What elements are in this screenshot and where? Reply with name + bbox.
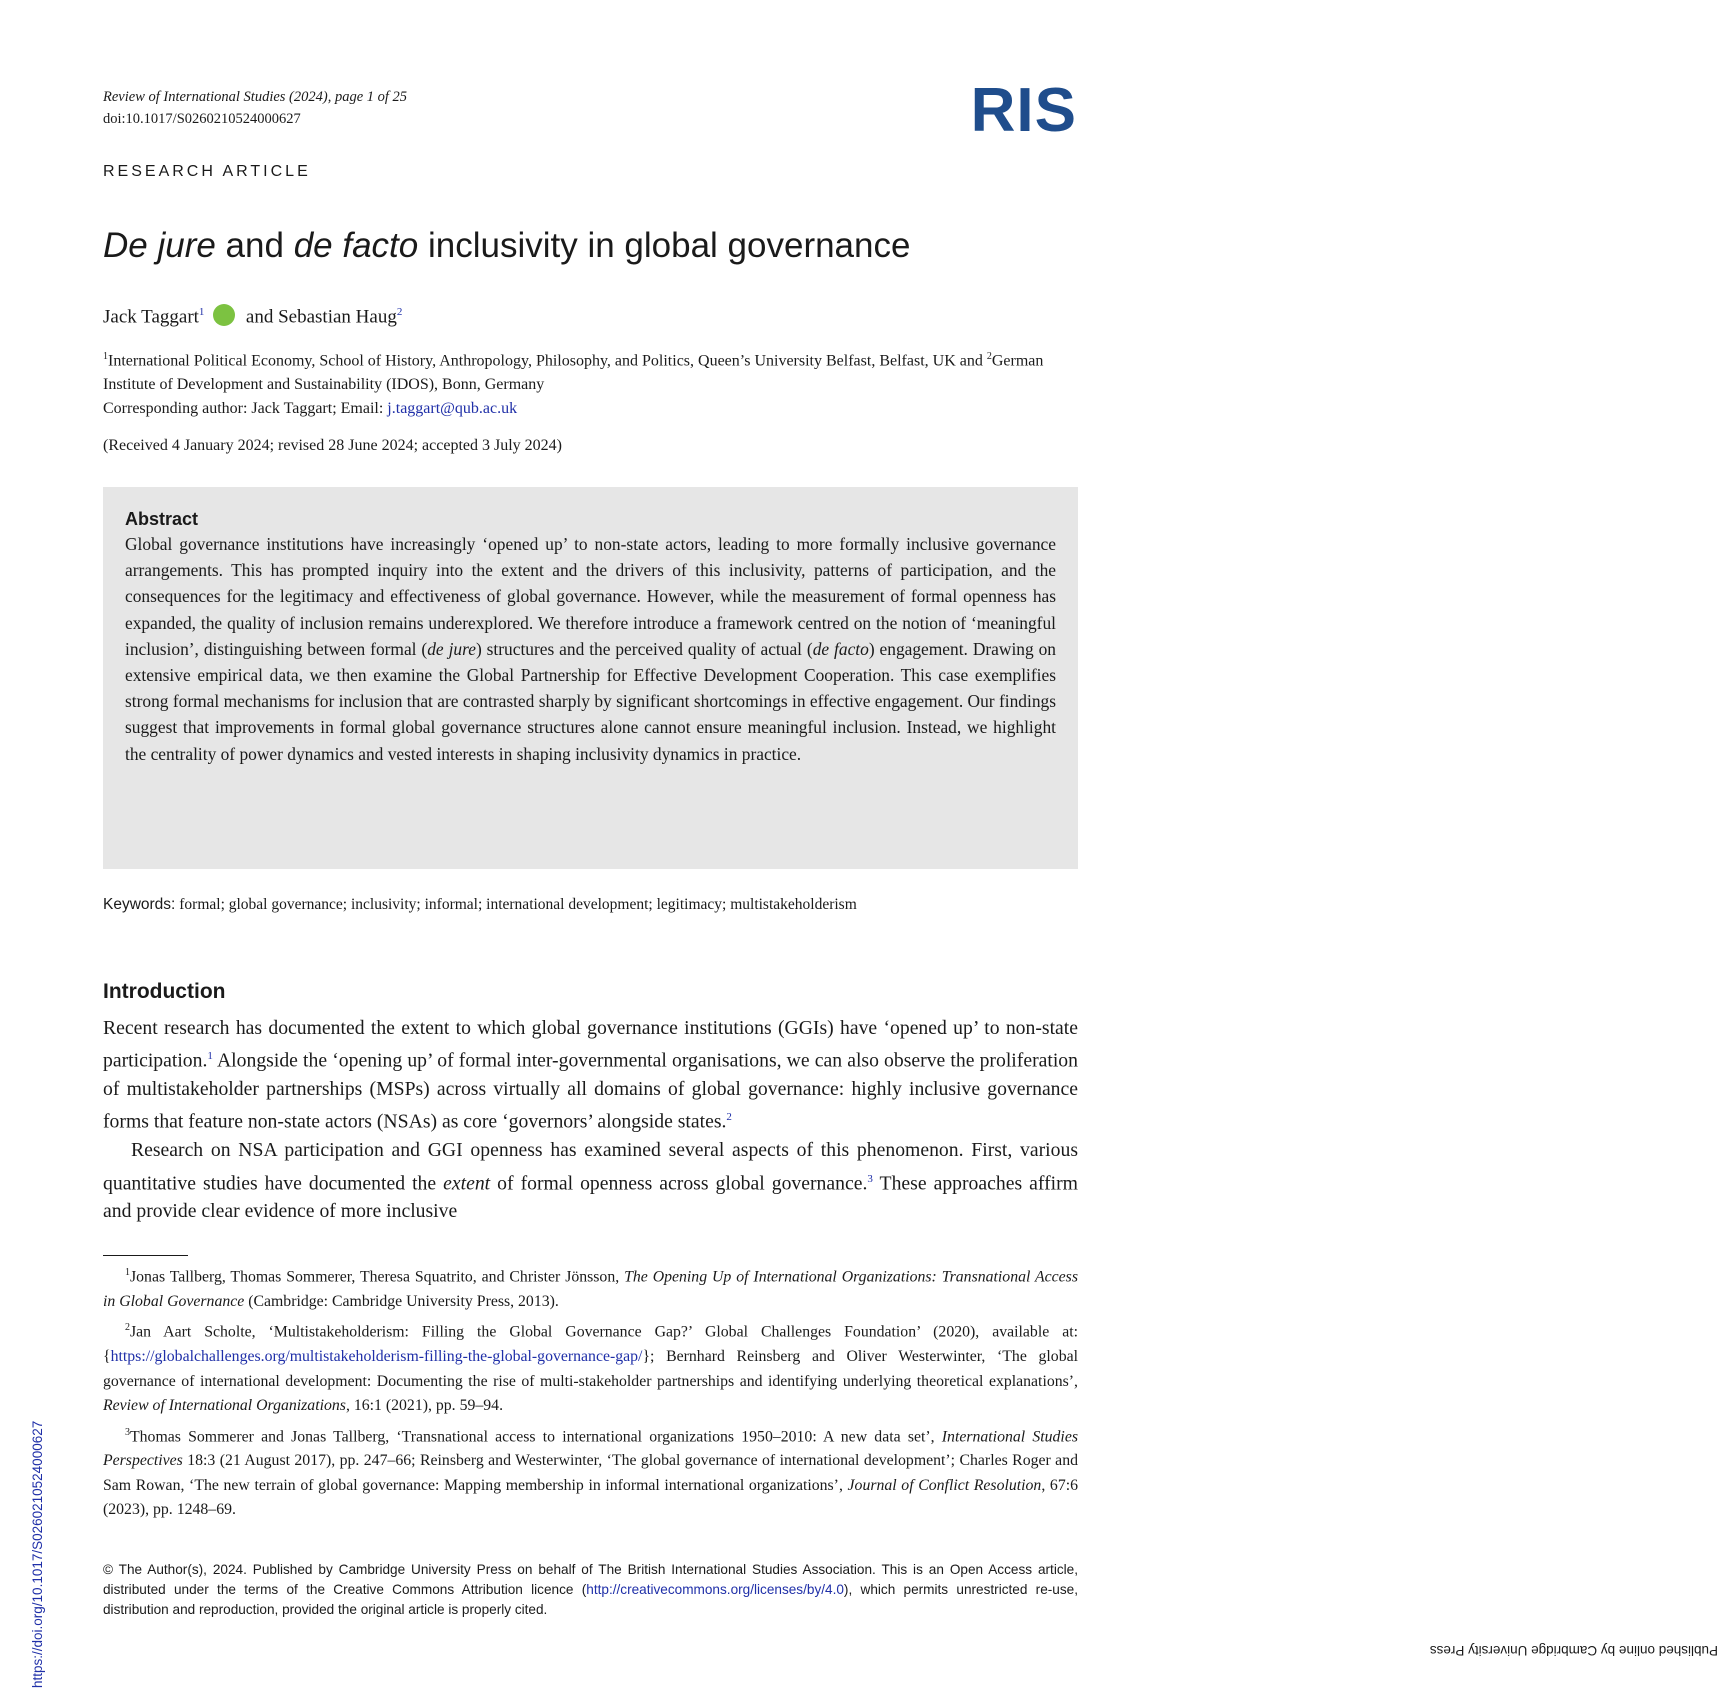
- abstract-italic: de facto: [812, 638, 869, 659]
- text-span: , 67:6 (2023), pp. 1248–69.: [103, 1476, 1079, 1519]
- text-span: 18:3 (21 August 2017), pp. 247–66; Reinsberg and Westerwinter, ‘The global governance of international development’; Charles Roger and Sam Rowan, ‘The new terrain of global governance: Mapping membership in informal international organizations’,: [103, 1452, 1078, 1494]
- italic-span: The Opening Up of International Organizations: Transnational Access in Global Governance: [103, 1268, 1078, 1310]
- text-span: Published online by Cambridge University Press: [1429, 1643, 1718, 1658]
- italic-span: Review of International Organizations: [103, 1397, 346, 1415]
- text-span: }; Bernhard Reinsberg and Oliver Westerwinter, ‘The global governance of international development: Documenting the rise of multi-stakeholder partnerships and identifying underlying theoretical explanations’,: [103, 1348, 1078, 1390]
- affil-sup: 1: [103, 351, 108, 362]
- introduction-body: [103, 1014, 1078, 1226]
- footnote-ref[interactable]: 1: [207, 1050, 213, 1063]
- italic-span: International Studies Perspectives: [103, 1427, 1078, 1470]
- text-span: ), which permits unrestricted re-use, distribution and reproduction, provided the original article is properly cited.: [103, 1582, 1078, 1617]
- footnote-divider: [103, 1255, 188, 1256]
- italic-span: Journal of Conflict Resolution: [847, 1476, 1042, 1494]
- journal-logo: RIS: [970, 76, 1077, 145]
- abstract-text: [125, 531, 1056, 767]
- text-span: Research on NSA participation and GGI openness has examined several aspects of this phenomenon. First, various quantitative studies have documented the: [103, 1139, 1078, 1195]
- text-span: Thomas Sommerer and Jonas Tallberg, ‘Transnational access to international organizations 1950–2010: A new data set’,: [130, 1427, 942, 1445]
- received-dates: (Received 4 January 2024; revised 28 June 2024; accepted 3 July 2024): [103, 437, 562, 454]
- email-link[interactable]: j.taggart@qub.ac.uk: [387, 400, 518, 418]
- footnote: [103, 1421, 1078, 1523]
- abstract-span: ) structures and the perceived quality of actual (: [475, 638, 813, 659]
- text-span: Jan Aart Scholte, ‘Multistakeholderism: Filling the Global Governance Gap?’ Global Challenges Foundation’ (2020), available at: {: [103, 1323, 1078, 1366]
- author-affil-sup[interactable]: 2: [396, 306, 403, 318]
- keywords-list: formal; global governance; inclusivity; informal; international development; legitimacy; multistakeholderism: [175, 896, 857, 913]
- italic-span: extent: [443, 1172, 491, 1195]
- journal-citation: Review of International Studies (2024), page 1 of 25: [103, 89, 408, 105]
- section-heading: Introduction: [103, 980, 226, 1003]
- abstract-span: Global governance institutions have increasingly ‘opened up’ to non-state actors, leading to more formally inclusive governance arrangements. This has prompted inquiry into the extent and the drivers of this inclusivity, patterns of participation, and the consequences for the legitimacy and effectiveness of global governance. However, while the measurement of formal openness has expanded, the quality of inclusion remains underexplored. We therefore introduce a framework centred on the notion of ‘meaningful inclusion’, distinguishing between formal (: [125, 534, 1056, 659]
- footnote-link[interactable]: https://globalchallenges.org/multistakeholderism-filling-the-global-governance-gap/: [110, 1348, 643, 1366]
- author-affil-sup[interactable]: 1: [198, 306, 205, 318]
- affil-sup: 2: [986, 351, 992, 362]
- header-doi: doi:10.1017/S0260210524000627: [103, 111, 301, 127]
- abstract-heading: Abstract: [125, 509, 199, 529]
- keywords-label: Keywords:: [103, 896, 176, 913]
- title-italic-1: De jure: [103, 226, 216, 265]
- text-span: of formal openness across global governance.: [490, 1172, 868, 1195]
- article-title: [103, 225, 1103, 267]
- paragraph: [103, 1014, 1078, 1136]
- footnote: [103, 1261, 1078, 1314]
- title-text-4: inclusivity in global governance: [418, 226, 911, 265]
- footnote-ref[interactable]: 2: [726, 1111, 732, 1124]
- footnote-num: 1: [125, 1267, 130, 1278]
- text-span: These approaches affirm and provide clear evidence of more inclusive: [103, 1172, 1078, 1223]
- footnote-num: 2: [125, 1322, 130, 1334]
- abstract-box: [103, 487, 1078, 869]
- abstract-italic: de jure: [427, 638, 476, 659]
- text-span: (Cambridge: Cambridge University Press, 2013).: [244, 1292, 559, 1310]
- affil-text: International Political Economy, School of History, Anthropology, Philosophy, and Politics, Queen’s University Belfast, Belfast, UK and: [108, 352, 987, 370]
- article-type: RESEARCH ARTICLE: [103, 163, 311, 180]
- footnote-num: 3: [125, 1426, 130, 1438]
- orcid-icon[interactable]: [213, 304, 235, 326]
- text-span: Recent research has documented the extent to which global governance institutions (GGIs) have ‘opened up’ to non-state participation.: [103, 1017, 1078, 1072]
- keywords: [103, 896, 857, 914]
- title-text-2: and: [215, 226, 294, 265]
- affil-text: German Institute of Development and Sustainability (IDOS), Bonn, Germany: [103, 352, 1044, 394]
- footnotes: [103, 1261, 1078, 1525]
- license-link[interactable]: http://creativecommons.org/licenses/by/4.0: [586, 1582, 844, 1597]
- footnote: [103, 1316, 1078, 1418]
- license-notice: [103, 1560, 1078, 1620]
- title-italic-3: de facto: [293, 226, 419, 265]
- author-list: [103, 299, 402, 330]
- text-span: Alongside the ‘opening up’ of formal inter-governmental organisations, we can also observe the proliferation of multistakeholder partnerships (MSPs) across virtually all domains of global governance: highly inclusive governance forms that feature non-state actors (NSAs) as core ‘governors’ alongside states.: [103, 1049, 1078, 1134]
- doi-link[interactable]: https://doi.org/10.1017/S0260210524000627: [30, 1420, 45, 1688]
- corresponding-label: Corresponding author: Jack Taggart; Email:: [103, 400, 388, 418]
- author-connector[interactable]: and Sebastian Haug: [245, 306, 397, 328]
- text-span: © The Author(s), 2024. Published by Cambridge University Press on behalf of The British International Studies Association. This is an Open Access article, distributed under the terms of the Creative Commons Attribution licence (: [103, 1562, 1078, 1597]
- abstract-span: ) engagement. Drawing on extensive empirical data, we then examine the Global Partnership for Effective Development Cooperation. This case exemplifies strong formal mechanisms for inclusion that are contrasted sharply by significant shortcomings in effective engagement. Our findings suggest that improvements in formal global governance structures alone cannot ensure meaningful inclusion. Instead, we highlight the centrality of power dynamics and vested interests in shaping inclusivity dynamics in practice.: [125, 638, 1056, 764]
- text-span: , 16:1 (2021), pp. 59–94.: [345, 1397, 504, 1415]
- footnote-ref[interactable]: 3: [867, 1172, 873, 1185]
- paragraph: [103, 1136, 1078, 1225]
- affiliations: [103, 345, 1078, 421]
- text-span: Jonas Tallberg, Thomas Sommerer, Theresa Squatrito, and Christer Jönsson,: [130, 1268, 625, 1286]
- author-name[interactable]: Jack Taggart: [103, 306, 199, 328]
- journal-header: [103, 86, 407, 130]
